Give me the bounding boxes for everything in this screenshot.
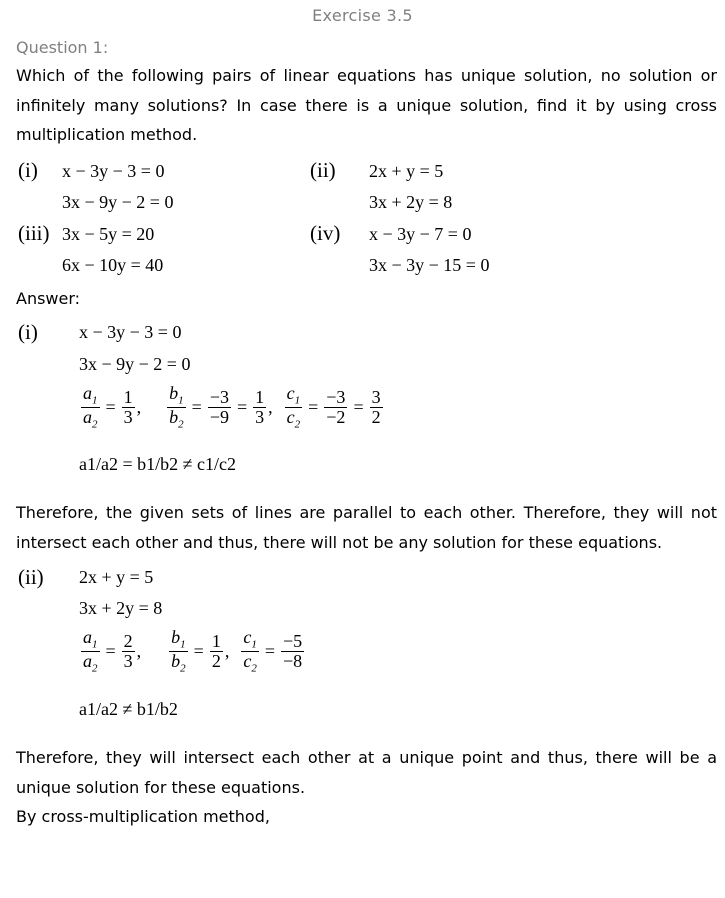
part-ii-label: (ii) — [310, 158, 336, 182]
c2-symbol: $c_2$ — [286, 407, 301, 431]
frac-a-value: $\frac{1}{3}$ — [123, 387, 133, 428]
frac-c-ratio — [285, 384, 303, 431]
frac-b-value: $\frac{1}{3}$ — [255, 387, 265, 428]
a2-symbol: $a_2$ — [83, 651, 98, 675]
frac-b-value: $\frac{1}{2}$ — [211, 631, 221, 672]
answer-i-ratios: $\frac{a_1}{a_2}$ = $\frac{1}{3}$ , $\frac{b_1}{b_2}$ = $\frac{-3}{-9}$ = $\frac{1}{3}$ , $\frac{c_1}{c_2}$ = $\frac{-3}{-2}$ = $\frac{3}{2}$ — [83, 383, 381, 431]
part-iii-eq2: 6x − 10y = 40 — [62, 255, 164, 275]
frac-b-ratio — [167, 384, 186, 431]
frac-c-value: $\frac{3}{2}$ — [371, 387, 381, 428]
part-ii-eq1: 2x + y = 5 — [369, 161, 444, 181]
part-iv-label: (iv) — [310, 221, 341, 245]
frac-c-ratio — [241, 628, 259, 675]
answer-i-eq2: 3x − 9y − 2 = 0 — [79, 354, 191, 374]
b2-symbol: $b_2$ — [169, 407, 184, 431]
part-iv-eq2: 3x − 3y − 15 = 0 — [369, 255, 490, 275]
c1-symbol: $c_1$ — [243, 627, 257, 651]
answer-ii-eq1: 2x + y = 5 — [79, 567, 154, 587]
cross-multiplication-note: By cross-multiplication method, — [16, 807, 270, 826]
part-i-label: (i) — [18, 158, 38, 182]
frac-a-ratio — [81, 384, 100, 431]
question-heading: Question 1: — [16, 38, 109, 57]
a1-symbol: $a_1$ — [83, 383, 98, 407]
b2-symbol: $b_2$ — [171, 651, 186, 675]
answer-ii-conclusion: Therefore, they will intersect each other at a unique point and thus, there will be a unique solution for these equations. — [16, 748, 717, 797]
part-iii-label: (iii) — [18, 221, 50, 245]
part-iv-eq1: x − 3y − 7 = 0 — [369, 224, 472, 244]
a1-symbol: $a_1$ — [83, 627, 98, 651]
part-i-eq2: 3x − 9y − 2 = 0 — [62, 192, 174, 212]
frac-c-raw: $\frac{-3}{-2}$ — [326, 387, 346, 428]
answer-ii-comparison: a1/a2 ≠ b1/b2 — [79, 699, 178, 719]
frac-c-value: $\frac{-5}{-8}$ — [282, 631, 303, 672]
a2-symbol: $a_2$ — [83, 407, 98, 431]
b1-symbol: $b_1$ — [171, 627, 186, 651]
answer-ii-label: (ii) — [18, 565, 44, 589]
frac-a-ratio — [81, 628, 100, 675]
answer-i-label: (i) — [18, 320, 38, 344]
answer-i-comparison: a1/a2 = b1/b2 ≠ c1/c2 — [79, 454, 236, 474]
part-iii-eq1: 3x − 5y = 20 — [62, 224, 155, 244]
part-ii-eq2: 3x + 2y = 8 — [369, 192, 453, 212]
answer-i-conclusion: Therefore, the given sets of lines are parallel to each other. Therefore, they will not intersect each other and thus, there will not be any solution for these equations. — [16, 503, 717, 552]
answer-i-eq1: x − 3y − 3 = 0 — [79, 322, 182, 342]
frac-a-value: $\frac{2}{3}$ — [123, 631, 133, 672]
c2-symbol: $c_2$ — [243, 651, 257, 675]
question-text: Which of the following pairs of linear equations has unique solution, no solution or infinitely many solutions? In case there is a unique solution, find it by using cross multiplication method. — [16, 66, 717, 144]
c1-symbol: $c_1$ — [286, 383, 301, 407]
frac-b-ratio — [169, 628, 188, 675]
answer-ii-eq2: 3x + 2y = 8 — [79, 598, 163, 618]
exercise-title: Exercise 3.5 — [312, 6, 413, 25]
part-i-eq1: x − 3y − 3 = 0 — [62, 161, 165, 181]
b1-symbol: $b_1$ — [169, 383, 184, 407]
frac-b-raw: $\frac{-3}{-9}$ — [209, 387, 229, 428]
answer-label: Answer: — [16, 289, 81, 308]
answer-ii-ratios: $\frac{a_1}{a_2}$ = $\frac{2}{3}$ , $\frac{b_1}{b_2}$ = $\frac{1}{2}$ , $\frac{c_1}{c_2}$ = $\frac{-5}{-8}$ — [83, 627, 303, 675]
